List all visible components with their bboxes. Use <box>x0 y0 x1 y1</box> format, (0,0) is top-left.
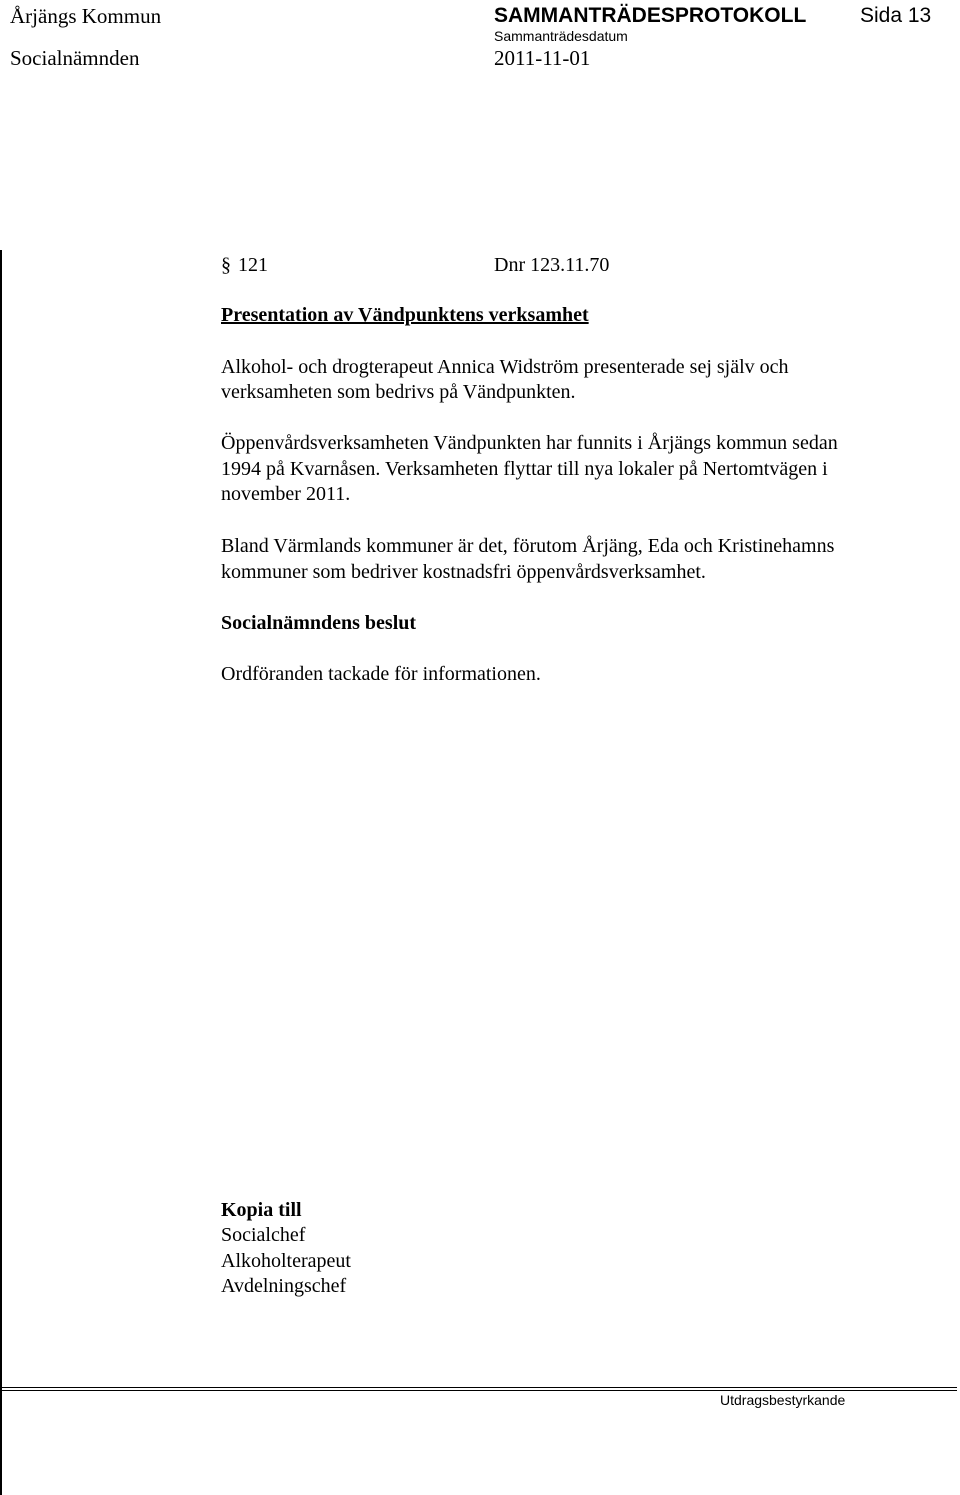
item-number: 121 <box>238 254 268 276</box>
paragraph-line: Öppenvårdsverksamheten Vändpunkten har funnits i Årjängs kommun sedan <box>221 432 838 454</box>
meeting-date: 2011-11-01 <box>494 46 591 70</box>
copy-recipient: Socialchef <box>221 1224 306 1246</box>
paragraph-line: kommuner som bedriver kostnadsfri öppenvårdsverksamhet. <box>221 561 706 583</box>
copy-to-heading: Kopia till <box>221 1199 302 1221</box>
board-name: Socialnämnden <box>10 46 140 70</box>
item-title: Presentation av Vändpunktens verksamhet <box>221 304 589 326</box>
paragraph-line: november 2011. <box>221 483 351 505</box>
left-margin-rule <box>0 250 2 1495</box>
footer-rule <box>0 1387 957 1388</box>
copy-recipient: Avdelningschef <box>221 1275 347 1297</box>
footer-rule-lower <box>0 1390 957 1391</box>
paragraph-line: Alkohol- och drogterapeut Annica Widström presenterade sej själv och <box>221 356 789 378</box>
organization-name: Årjängs Kommun <box>10 4 162 28</box>
paragraph-line: verksamheten som bedrivs på Vändpunkten. <box>221 381 576 403</box>
paragraph-line: 1994 på Kvarnåsen. Verksamheten flyttar till nya lokaler på Nertomtvägen i <box>221 458 828 480</box>
section-symbol: § <box>221 254 231 276</box>
decision-text: Ordföranden tackade för informationen. <box>221 663 541 685</box>
decision-heading: Socialnämndens beslut <box>221 612 417 634</box>
document-type: SAMMANTRÄDESPROTOKOLL <box>494 4 807 27</box>
case-number: Dnr 123.11.70 <box>494 254 610 276</box>
paragraph-line: Bland Värmlands kommuner är det, förutom Årjäng, Eda och Kristinehamns <box>221 535 835 557</box>
copy-recipient: Alkoholterapeut <box>221 1250 351 1272</box>
extract-certification-label: Utdragsbestyrkande <box>720 1392 846 1408</box>
meeting-date-label: Sammanträdesdatum <box>494 28 628 44</box>
page-number: Sida 13 <box>860 4 932 27</box>
